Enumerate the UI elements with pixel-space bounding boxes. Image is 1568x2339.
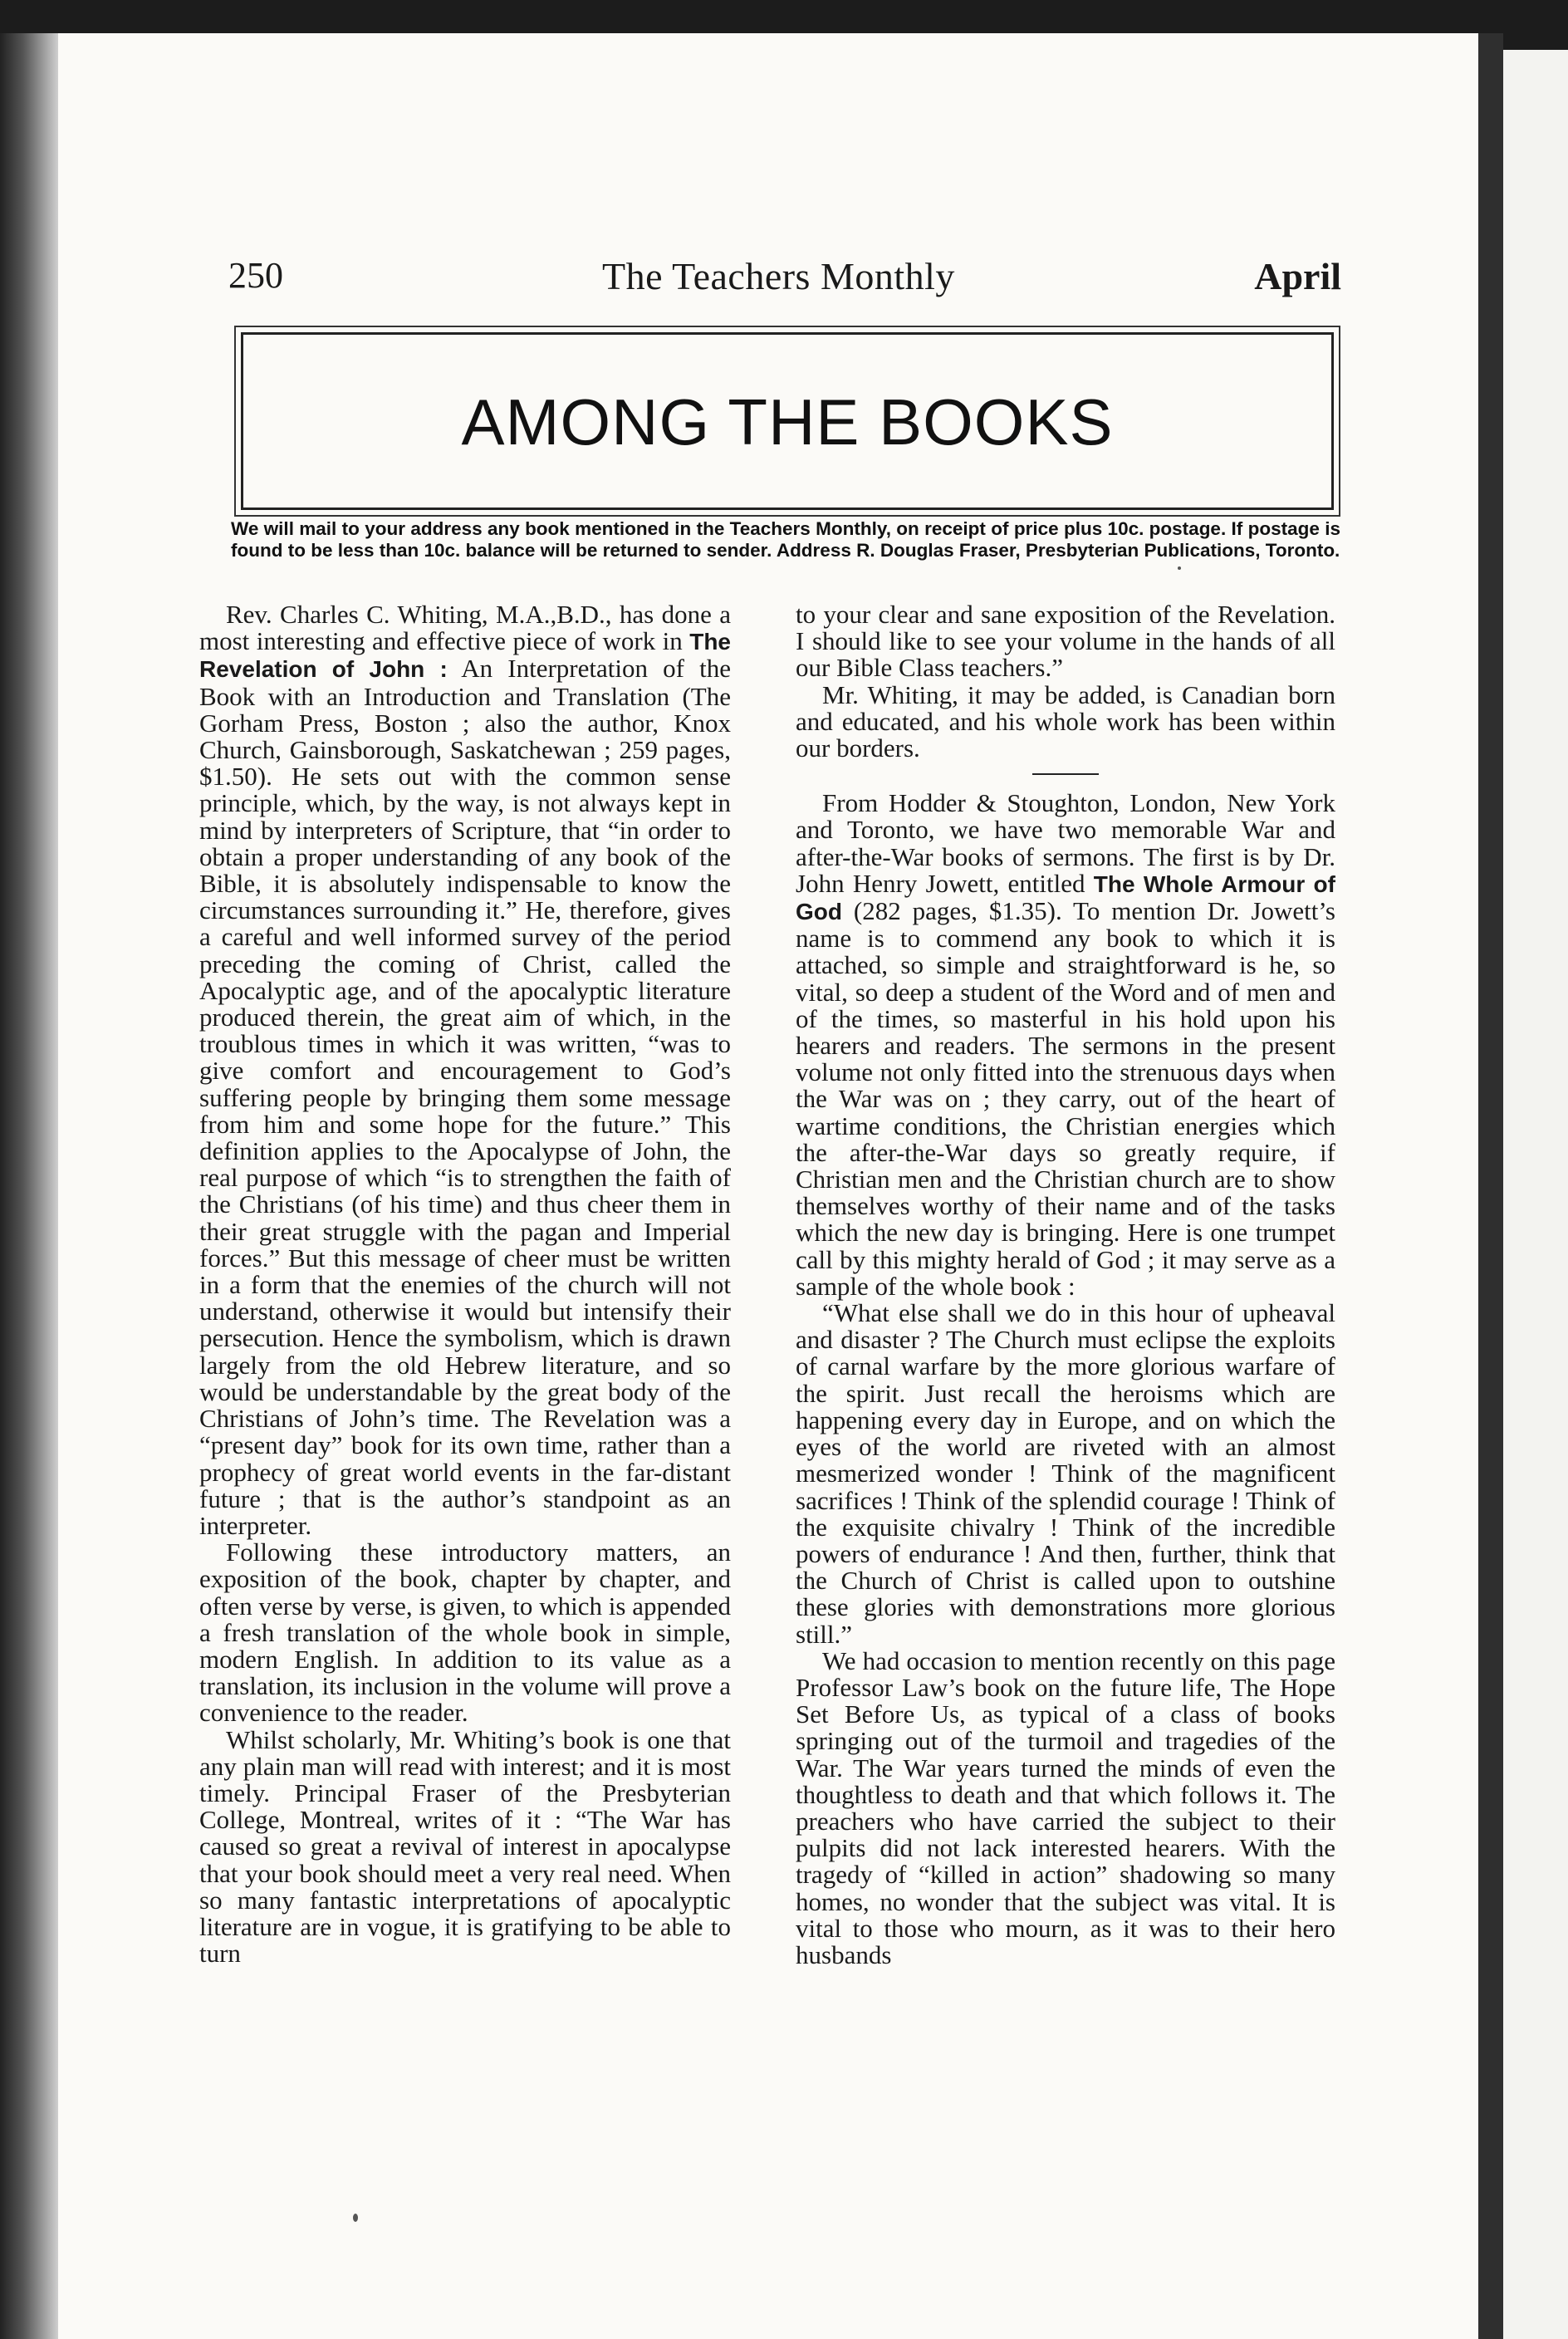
scan-speck	[1178, 566, 1181, 570]
section-banner	[241, 332, 1334, 510]
review-jowett-intro	[796, 790, 1335, 1300]
running-head	[228, 249, 1341, 307]
jowett-quotation: “What else shall we do in this hour of upheaval and disaster ? The Church must eclipse the exploits of carnal warfare by the more glorious warfare of the spirit. Just recall the heroisms which are happening every day in Europe, and on which the eyes of the world are riveted with an almost mesmerized wonder ! Think of the magnificent sacrifices ! Think of the splendid courage ! Think of the exquisite chivalry ! Think of the incredible powers of endurance ! And then, further, think that the Church of Christ is called upon to outshine these glories with demonstrations more glorious still.”	[796, 1298, 1335, 1649]
text-run: From Hodder & Stoughton, London, New York and Toronto, we have two memorable War and after-the-War books of sermons. The first is by Dr. John Henry Jowett, entitled	[796, 788, 1335, 898]
issue-month: April	[1254, 255, 1341, 297]
facing-page-edge	[1478, 33, 1503, 2339]
left-column	[199, 601, 731, 1967]
section-divider	[1032, 773, 1099, 775]
review-whiting-intro	[199, 601, 731, 1539]
text-run: (282 pages, $1.35). To mention Dr. Jowett’s name is to commend any book to which it is attached, so simple and straightforward is he, so vital, so deep a student of the Word and of men and of the times, so masterful in his hold upon his hearers and readers. The sermons in the present volume not only fitted into the strenuous days when the War was on ; they carry, out of the heart of wartime conditions, the Christian energies which the after-the-War days so greatly require, if Christian men and the Christian church are to show themselves worthy of their name and of the tasks which the new day is bringing. Here is one trumpet call by this mighty herald of God ; it may serve as a sample of the whole book :	[796, 896, 1335, 1301]
scan-speck	[353, 2214, 358, 2222]
review-law-hope-set-before-us: We had occasion to mention recently on this page Professor Law’s book on the future life, The Hope Set Before Us, as typical of a class of books springing out of the turmoil and tragedies of the War. The War years turned the minds of even the thoughtless to death and that which follows it. The preachers who have carried the subject to their pulpits did not lack interested hearers. With the tragedy of “killed in action” shadowing so many homes, no wonder that the subject was vital. It is vital to those who mourn, as it was to their hero husbands	[796, 1645, 1335, 1969]
text-run: An Interpretation of the Book with an Introduction and Translation (The Gorham Press, Boston ; also the author, Knox Church, Gainsborough, Saskatchewan ; 259 pages, $1.50). He sets out with the common sense principle, which, by the way, is not always kept in mind by interpreters of Scripture, that “in order to obtain a proper understanding of any book of the Bible, it is absolutely indispensable to know the circumstances surrounding it.” He, therefore, gives a careful and well informed survey of the period preceding the coming of Christ, called the Apocalyptic age, and of the apocalyptic literature produced therein, the great aim of which, in the troublous times in which it was written, “was to give comfort and encouragement to God’s suffering people by bringing them some message from him and some hope for the future.” This definition applies to the Apocalypse of John, the real purpose of which “is to strengthen the faith of the Christians (of his time) and thus cheer them in their great struggle with the pagan and Imperial forces.” But this message of cheer must be written in a form that the enemies of the church will not understand, otherwise it would but intensify their persecution. Hence the symbolism, which is drawn largely from the old Hebrew literature, and so would be understandable by the great body of the Christians of John’s time. The Revelation was a “present day” book for its own time, rather than a prophecy of great world events in the far-distant future ; that is the author’s standpoint as an interpreter.	[199, 654, 731, 1540]
review-whiting-quote-end: to your clear and sane exposition of the Revelation. I should like to see your volume in the hands of all our Bible Class teachers.”	[796, 600, 1335, 683]
review-whiting-scholarly: Whilst scholarly, Mr. Whiting’s book is one that any plain man will read with interest; and it is most timely. Principal Fraser of the Presbyterian College, Montreal, writes of it : “The War has caused so great a revival of interest in apocalypse that your book should meet a very real need. When so many fantastic interpretations of apocalyptic literature are in vogue, it is gratifying to be able to turn	[199, 1724, 731, 1969]
mail-order-notice: We will mail to your address any book mentioned in the Teachers Monthly, on receipt of price plus 10c. postage. If postage is found to be less than 10c. balance will be returned to sender. Address R. Douglas Fraser, Presbyterian Publications, Toronto.	[231, 518, 1340, 561]
section-title: AMONG THE BOOKS	[461, 385, 1114, 458]
facing-page-strip	[1503, 50, 1568, 2339]
page-number: 250	[228, 255, 283, 296]
book-title-revelation-of-john: The Revelation of John :	[199, 629, 731, 683]
book-spine-shadow	[0, 33, 58, 2339]
review-whiting-exposition: Following these introductory matters, an exposition of the book, chapter by chapter, and often verse by verse, is given, to which is appended a fresh translation of the whole book in simple, modern English. In addition to its value as a translation, its inclusion in the volume will prove a convenience to the reader.	[199, 1537, 731, 1728]
text-run: Rev. Charles C. Whiting, M.A.,B.D., has done a most interesting and effective piece of work in	[199, 600, 731, 656]
journal-title: The Teachers Monthly	[602, 255, 955, 297]
book-title-whole-armour-of-god: The Whole Armour of God	[796, 870, 1335, 925]
right-column	[796, 601, 1335, 1969]
review-whiting-canadian: Mr. Whiting, it may be added, is Canadian born and educated, and his whole work has been within our borders.	[796, 679, 1335, 763]
